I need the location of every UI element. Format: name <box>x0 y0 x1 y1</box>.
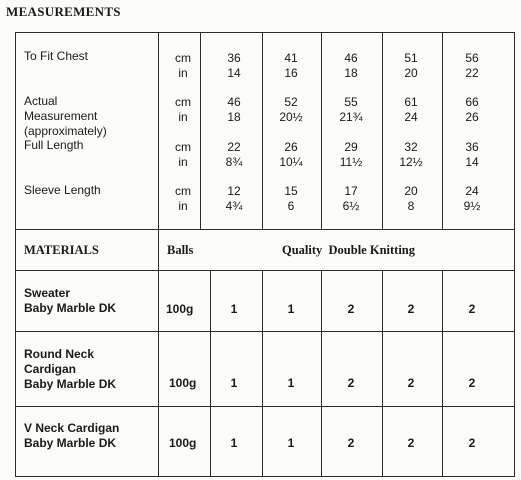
quality-header: Quality Double Knitting <box>282 243 416 257</box>
row-divider <box>15 229 515 230</box>
material-weight: 100g <box>169 376 197 390</box>
column-divider <box>382 270 383 477</box>
value-cell: 26 10¼ <box>279 140 303 169</box>
column-divider <box>158 32 159 477</box>
balls-header: Balls <box>167 243 194 257</box>
ball-count: 2 <box>468 436 476 450</box>
value-cell: 32 12½ <box>399 140 423 169</box>
row-label-full-length: Full Length <box>24 138 84 152</box>
ball-count: 2 <box>347 376 355 390</box>
material-weight: 100g <box>169 436 197 450</box>
column-divider <box>262 32 263 230</box>
ball-count: 2 <box>407 302 415 316</box>
value-cell: 52 20½ <box>279 95 303 124</box>
value-cell: 20 8 <box>404 184 418 213</box>
value-cell: 17 6½ <box>342 184 360 213</box>
row-divider <box>15 270 515 271</box>
row-divider <box>15 331 515 332</box>
ball-count: 1 <box>287 436 295 450</box>
ball-count: 2 <box>468 302 476 316</box>
unit-cell: cm in <box>175 184 191 213</box>
row-label-actual: Actual Measurement (approximately) <box>24 94 107 138</box>
value-cell: 55 21¾ <box>339 95 363 124</box>
material-name: Sweater Baby Marble DK <box>24 286 117 315</box>
ball-count: 1 <box>230 376 238 390</box>
row-divider <box>15 406 515 407</box>
row-label-sleeve-length: Sleeve Length <box>24 183 101 197</box>
value-cell: 46 18 <box>344 51 358 80</box>
materials-header: MATERIALS <box>24 243 99 257</box>
ball-count: 1 <box>287 376 295 390</box>
column-divider <box>321 32 322 230</box>
value-cell: 29 11½ <box>339 140 363 169</box>
value-cell: 36 14 <box>465 140 479 169</box>
column-divider <box>321 270 322 477</box>
page-title: MEASUREMENTS <box>6 4 121 19</box>
ball-count: 2 <box>468 376 476 390</box>
value-cell: 22 8¾ <box>225 140 243 169</box>
ball-count: 2 <box>347 436 355 450</box>
value-cell: 15 6 <box>284 184 298 213</box>
ball-count: 2 <box>407 436 415 450</box>
material-name: Round Neck Cardigan Baby Marble DK <box>24 347 117 391</box>
material-name: V Neck Cardigan Baby Marble DK <box>24 421 120 450</box>
unit-cell: cm in <box>175 140 191 169</box>
unit-cell: cm in <box>175 51 191 80</box>
ball-count: 2 <box>407 376 415 390</box>
ball-count: 1 <box>287 302 295 316</box>
column-divider <box>442 270 443 477</box>
ball-count: 2 <box>347 302 355 316</box>
value-cell: 24 9½ <box>463 184 481 213</box>
column-divider <box>262 270 263 477</box>
value-cell: 12 4¾ <box>225 184 243 213</box>
value-cell: 56 22 <box>465 51 479 80</box>
value-cell: 36 14 <box>227 51 241 80</box>
ball-count: 1 <box>230 436 238 450</box>
value-cell: 41 16 <box>284 51 298 80</box>
value-cell: 51 20 <box>404 51 418 80</box>
ball-count: 1 <box>230 302 238 316</box>
column-divider <box>210 270 211 477</box>
value-cell: 61 24 <box>404 95 418 124</box>
value-cell: 66 26 <box>465 95 479 124</box>
column-divider <box>382 32 383 230</box>
column-divider <box>442 32 443 230</box>
material-weight: 100g <box>166 302 194 316</box>
value-cell: 46 18 <box>227 95 241 124</box>
unit-cell: cm in <box>175 95 191 124</box>
row-label-chest: To Fit Chest <box>24 49 89 63</box>
